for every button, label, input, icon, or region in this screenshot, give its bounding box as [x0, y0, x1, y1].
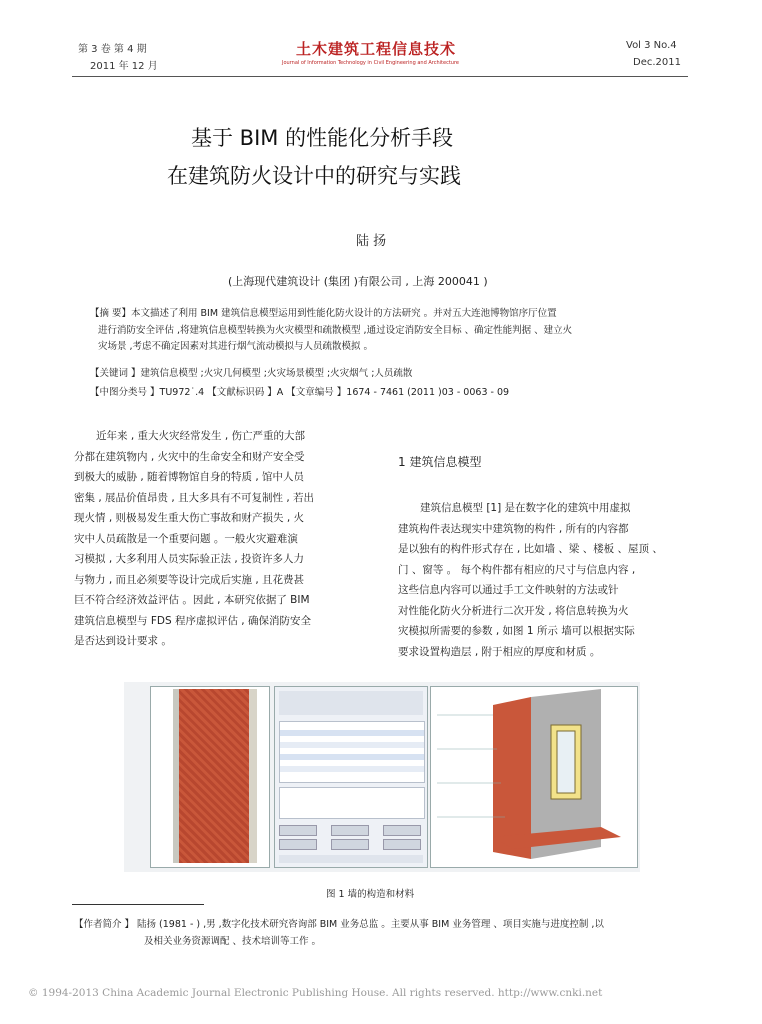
journal-name-cn: 土木建筑工程信息技术 — [296, 40, 457, 58]
dialog-button — [331, 825, 369, 836]
footnote-rule — [72, 904, 204, 905]
title-line-1: 基于 BIM 的性能化分析手段 — [191, 126, 454, 150]
author-note-line: 【作者简介 】 陆扬 (1981 - ) ,男 ,数字化技术研究咨询部 BIM 业务总监 。主要从事 BIM 业务管理 、项目实施与进度控制 ,以 — [74, 919, 604, 930]
volume-issue-en: Vol 3 No.4 — [626, 40, 677, 51]
wall-layer-brick — [179, 689, 249, 863]
dialog-button — [383, 839, 421, 850]
figure-caption: 图 1 墙的构造和材料 — [326, 889, 415, 900]
layer-table — [279, 721, 425, 783]
paragraph-line: 灾模拟所需要的参数 , 如图 1 所示 墙可以根据实际 — [398, 625, 635, 637]
paragraph-line: 巨不符合经济效益评估 。因此 , 本研究依据了 BIM — [74, 594, 310, 606]
abstract-line: 【摘 要】本文描述了利用 BIM 建筑信息模型运用到性能化防火设计的方法研究 。并对五大连池博物馆序厅位置 — [90, 308, 557, 319]
paragraph-line: 是否达到设计要求 。 — [74, 635, 172, 647]
classification: 【中图分类号 】TU972˙.4 【文献标识码 】A 【文章编号 】1674 - 7461 (2011 )03 - 0063 - 09 — [90, 387, 510, 398]
title-line-2: 在建筑防火设计中的研究与实践 — [167, 164, 461, 188]
dialog-footer — [279, 855, 423, 863]
paragraph-line: 分都在建筑物内 , 火灾中的生命安全和财产安全受 — [74, 450, 305, 463]
layer-list — [279, 787, 425, 819]
copyright-notice: © 1994-2013 China Academic Journal Electronic Publishing House. All rights reserved. http://www.cnki.net — [28, 987, 603, 999]
dialog-button — [383, 825, 421, 836]
wall-3d-drawing — [431, 687, 637, 867]
paragraph-line: 建筑信息模型与 FDS 程序虚拟评估 , 确保消防安全 — [74, 614, 311, 627]
paragraph-line: 是以独有的构件形式存在 , 比如墙 、梁 、楼板 、屋顶 、 — [398, 543, 663, 555]
dialog-button — [331, 839, 369, 850]
journal-name-en: Journal of Information Technology in Civil Engineering and Architecture — [282, 60, 459, 66]
author-note — [74, 917, 604, 950]
volume-issue-cn: 第 3 卷 第 4 期 — [78, 44, 147, 55]
author-note-line: 及相关业务资源调配 、技术培训等工作 。 — [144, 935, 322, 947]
left-column — [74, 426, 314, 652]
paragraph-line: 密集 , 展品价值昂贵 , 且大多具有不可复制性 , 若出 — [74, 491, 315, 504]
wall-properties-dialog — [274, 686, 428, 868]
wall-layer-outer — [249, 689, 257, 863]
abstract-line: 灾场景 ,考虑不确定因素对其进行烟气流动模拟与人员疏散模拟 。 — [98, 341, 374, 352]
paragraph-line: 对性能化防火分析进行二次开发 , 将信息转换为火 — [398, 604, 629, 617]
header-rule — [72, 76, 688, 77]
paragraph-line: 门 、窗等 。 每个构件都有相应的尺寸与信息内容 , — [398, 563, 636, 576]
paragraph-line: 建筑信息模型 [1] 是在数字化的建筑中用虚拟 — [420, 502, 631, 514]
abstract-line: 进行消防安全评估 ,将建筑信息模型转换为火灾模型和疏散模型 ,通过设定消防安全目标 、确定性能判据 、建立火 — [98, 324, 573, 336]
dialog-button — [279, 839, 317, 850]
paragraph-line: 这些信息内容可以通过手工文件映射的方法或针 — [398, 584, 619, 596]
author-name: 陆 扬 — [356, 234, 387, 249]
keywords: 【关键词 】建筑信息模型 ;火灾几何模型 ;火灾场景模型 ;火灾烟气 ;人员疏散 — [90, 368, 413, 379]
paragraph-line: 习模拟 , 大多利用人员实际验正法 , 投资许多人力 — [74, 553, 305, 565]
paragraph-line: 近年来 , 重大火灾经常发生 , 伤亡严重的大部 — [96, 430, 306, 442]
section-heading: 1 建筑信息模型 — [398, 455, 482, 469]
affiliation: (上海现代建筑设计 (集团 )有限公司 , 上海 200041 ) — [228, 275, 488, 288]
abstract — [90, 306, 572, 356]
paragraph-line: 灾中人员疏散是一个重要问题 。一般火灾避难演 — [74, 532, 298, 545]
date-cn: 2011 年 12 月 — [90, 61, 158, 72]
figure-1 — [124, 682, 640, 872]
right-column — [398, 498, 663, 662]
paragraph-line: 到极大的威胁 , 随着博物馆自身的特质 , 馆中人员 — [74, 471, 305, 483]
paragraph-line: 要求设置构造层 , 附于相应的厚度和材质 。 — [398, 645, 601, 658]
wall-section-render — [150, 686, 270, 868]
paragraph-line: 建筑构件表达现实中建筑物的构件 , 所有的内容都 — [398, 522, 629, 535]
dialog-button — [279, 825, 317, 836]
dialog-header — [279, 691, 423, 715]
wall-3d-diagram — [430, 686, 638, 868]
paragraph-line: 与物力 , 而且必须要等设计完成后实施 , 且花费甚 — [74, 573, 305, 586]
date-en: Dec.2011 — [633, 57, 681, 68]
paragraph-line: 现火情 , 则极易发生重大伤亡事故和财产损失 , 火 — [74, 512, 305, 524]
